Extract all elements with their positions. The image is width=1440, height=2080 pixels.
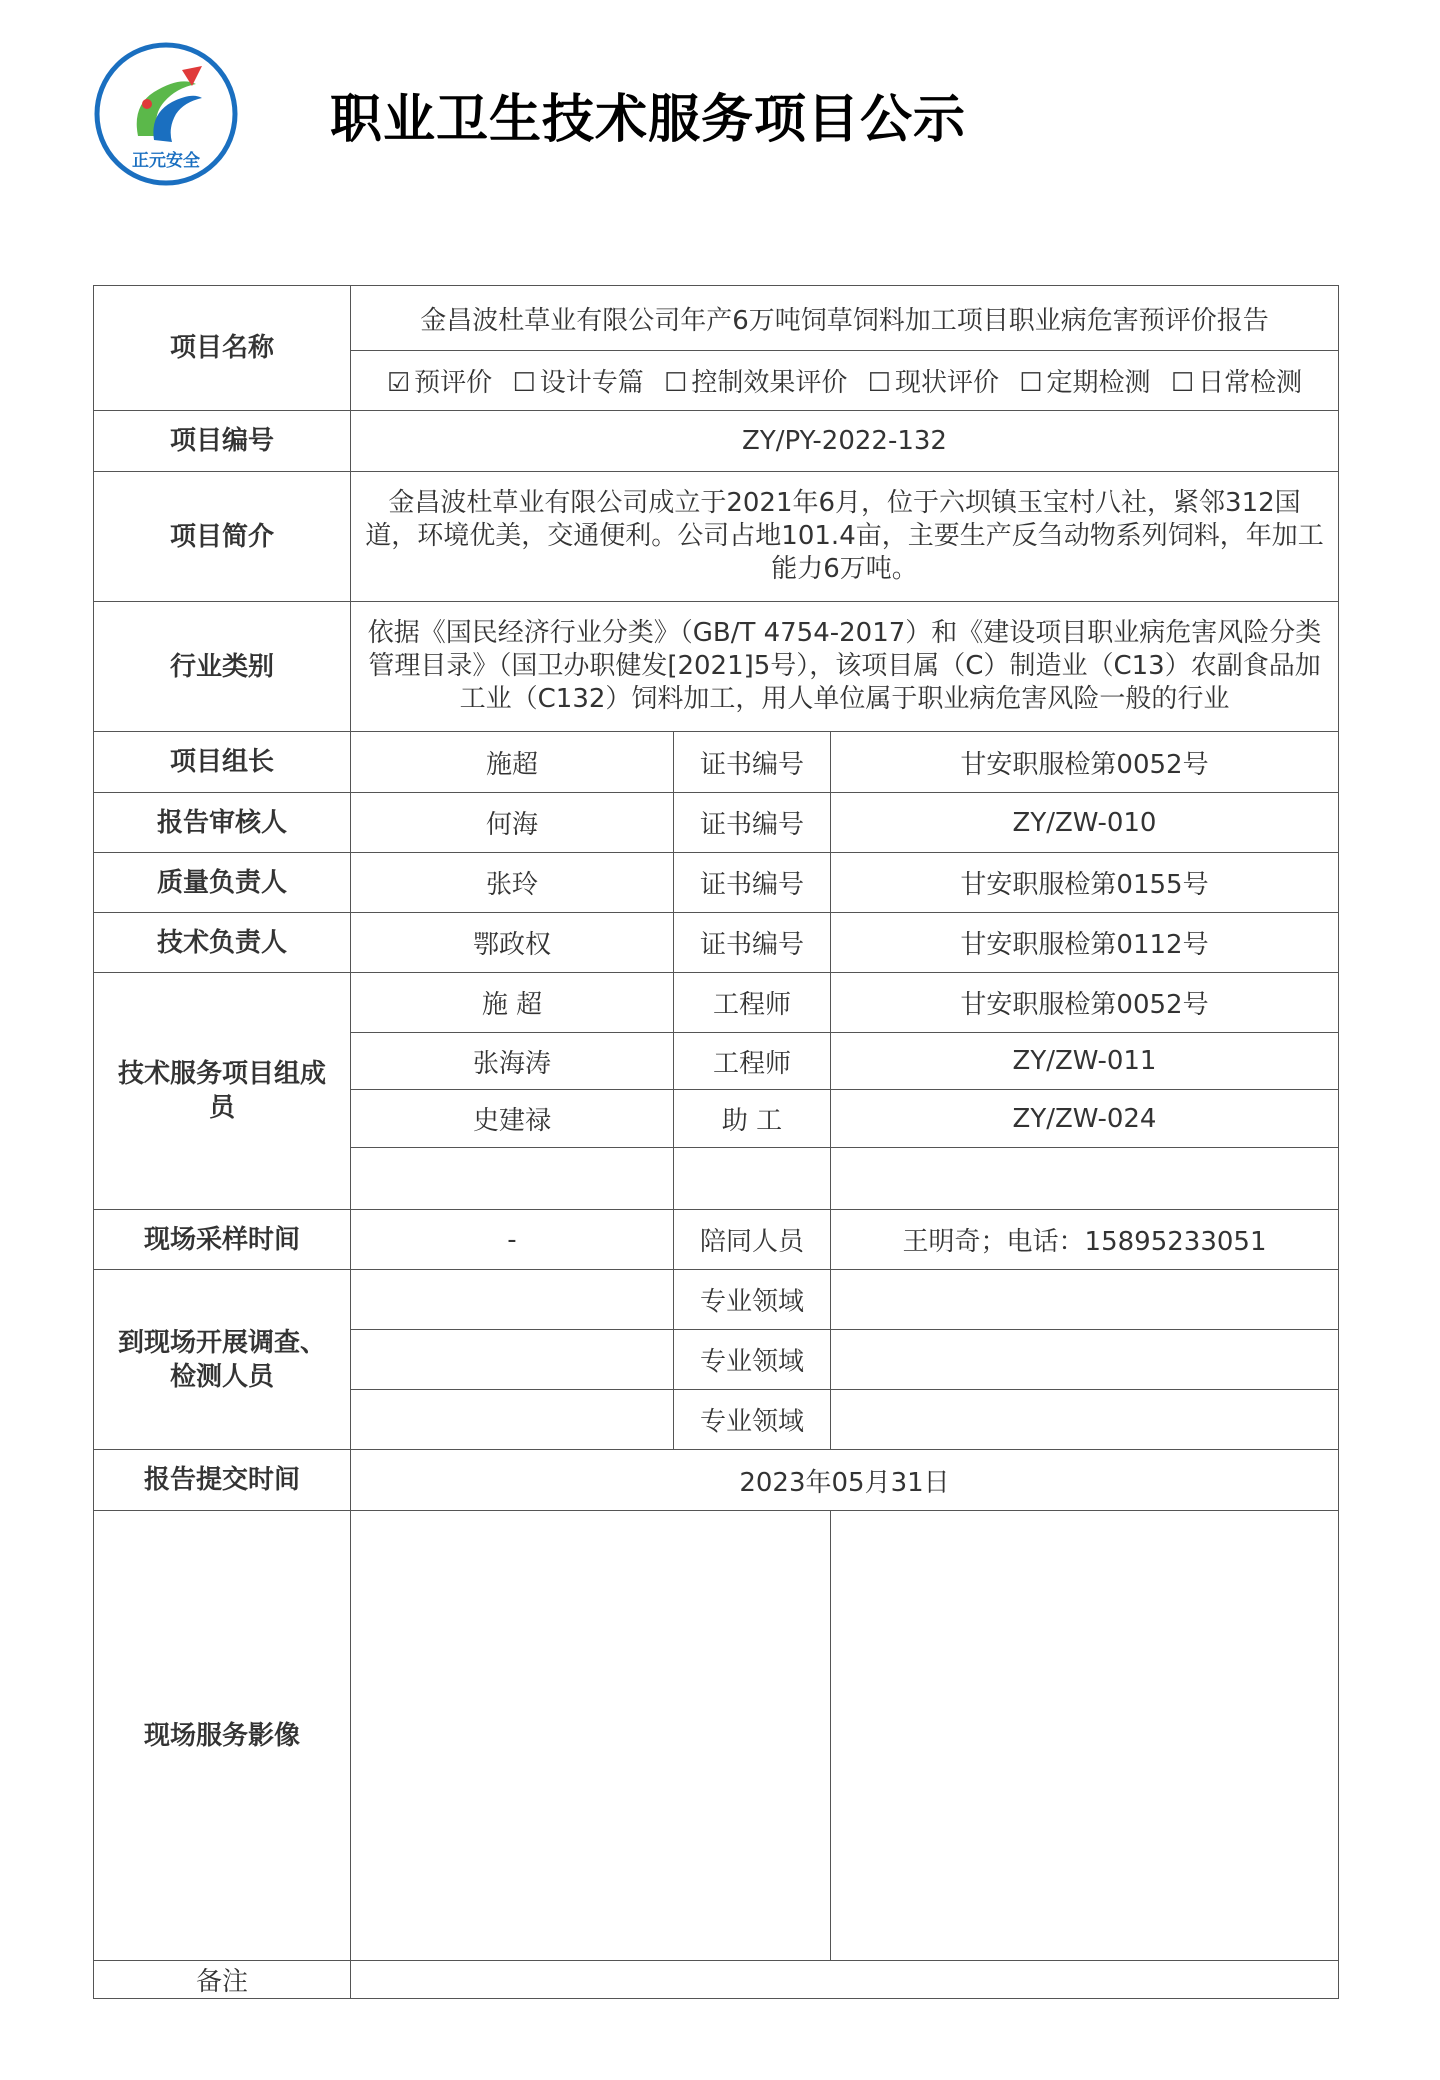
member-cert: 甘安职服检第0052号	[831, 973, 1339, 1033]
staff-name: 施超	[351, 732, 674, 793]
image-slot-right	[831, 1511, 1339, 1961]
empty-cell	[674, 1148, 831, 1210]
image-slot-left	[351, 1511, 831, 1961]
member-title: 工程师	[674, 1033, 831, 1090]
empty-cell	[831, 1330, 1339, 1390]
cert-value: 甘安职服检第0052号	[831, 732, 1339, 793]
remarks-value	[351, 1961, 1339, 1999]
field-label: 专业领域	[674, 1390, 831, 1450]
images-label: 现场服务影像	[94, 1511, 351, 1961]
option-pre-evaluation: ☑ 预评价	[386, 368, 493, 398]
option-control-effect: ☐ 控制效果评价	[664, 368, 848, 398]
checkbox-icon: ☐	[1170, 368, 1195, 398]
cert-value: 甘安职服检第0112号	[831, 913, 1339, 973]
checkbox-icon: ☐	[867, 368, 891, 398]
member-title: 助 工	[674, 1090, 831, 1148]
onsite-label: 到现场开展调查、检测人员	[94, 1270, 351, 1450]
project-name-value: 金昌波杜草业有限公司年产6万吨饲草饲料加工项目职业病危害预评价报告	[351, 286, 1339, 351]
logo-text: 正元安全	[132, 151, 200, 171]
submit-value: 2023年05月31日	[351, 1450, 1339, 1511]
cert-label: 证书编号	[674, 853, 831, 913]
submit-label: 报告提交时间	[94, 1450, 351, 1511]
intro-label: 项目简介	[94, 472, 351, 602]
sampling-value: -	[351, 1210, 674, 1270]
project-info-table	[93, 285, 1339, 1999]
empty-cell	[351, 1390, 674, 1450]
project-name-label: 项目名称	[94, 286, 351, 411]
empty-cell	[831, 1390, 1339, 1450]
checkbox-icon: ☐	[1019, 368, 1043, 398]
staff-role: 报告审核人	[94, 793, 351, 853]
empty-cell	[831, 1270, 1339, 1330]
project-no-label: 项目编号	[94, 411, 351, 472]
checkbox-icon: ☐	[512, 368, 536, 398]
empty-cell	[351, 1270, 674, 1330]
empty-cell	[351, 1148, 674, 1210]
staff-role: 技术负责人	[94, 913, 351, 973]
cert-value: ZY/ZW-010	[831, 793, 1339, 853]
empty-cell	[831, 1148, 1339, 1210]
staff-role: 项目组长	[94, 732, 351, 793]
option-design: ☐ 设计专篇	[512, 368, 644, 398]
sampling-label: 现场采样时间	[94, 1210, 351, 1270]
option-periodic: ☐ 定期检测	[1019, 368, 1151, 398]
cert-label: 证书编号	[674, 793, 831, 853]
staff-name: 何海	[351, 793, 674, 853]
field-label: 专业领域	[674, 1270, 831, 1330]
member-title: 工程师	[674, 973, 831, 1033]
cert-label: 证书编号	[674, 732, 831, 793]
evaluation-type-options	[351, 351, 1339, 411]
staff-name: 鄂政权	[351, 913, 674, 973]
escort-value: 王明奇；电话：15895233051	[831, 1210, 1339, 1270]
cert-value: 甘安职服检第0155号	[831, 853, 1339, 913]
staff-name: 张玲	[351, 853, 674, 913]
cert-label: 证书编号	[674, 913, 831, 973]
empty-cell	[351, 1330, 674, 1390]
member-cert: ZY/ZW-024	[831, 1090, 1339, 1148]
member-name: 史建禄	[351, 1090, 674, 1148]
remarks-label: 备注	[94, 1961, 351, 1999]
checkbox-icon: ☐	[664, 368, 688, 398]
team-label: 技术服务项目组成员	[94, 973, 351, 1210]
member-name: 施 超	[351, 973, 674, 1033]
member-name: 张海涛	[351, 1033, 674, 1090]
industry-value: 依据《国民经济行业分类》（GB/T 4754-2017）和《建设项目职业病危害风险分类管理目录》（国卫办职健发[2021]5号），该项目属（C）制造业（C13）农副食品加工业（C132）饲料加工，用人单位属于职业病危害风险一般的行业	[351, 602, 1339, 732]
escort-label: 陪同人员	[674, 1210, 831, 1270]
checked-box-icon: ☑	[386, 368, 411, 398]
page-title: 职业卫生技术服务项目公示	[330, 90, 967, 150]
field-label: 专业领域	[674, 1330, 831, 1390]
project-no-value: ZY/PY-2022-132	[351, 411, 1339, 472]
staff-role: 质量负责人	[94, 853, 351, 913]
option-daily: ☐ 日常检测	[1170, 368, 1303, 398]
member-cert: ZY/ZW-011	[831, 1033, 1339, 1090]
industry-label: 行业类别	[94, 602, 351, 732]
company-logo	[92, 40, 240, 188]
option-status: ☐ 现状评价	[867, 368, 999, 398]
intro-value: 金昌波杜草业有限公司成立于2021年6月，位于六坝镇玉宝村八社，紧邻312国道，环境优美，交通便利。公司占地101.4亩，主要生产反刍动物系列饲料，年加工能力6万吨。	[351, 472, 1339, 602]
